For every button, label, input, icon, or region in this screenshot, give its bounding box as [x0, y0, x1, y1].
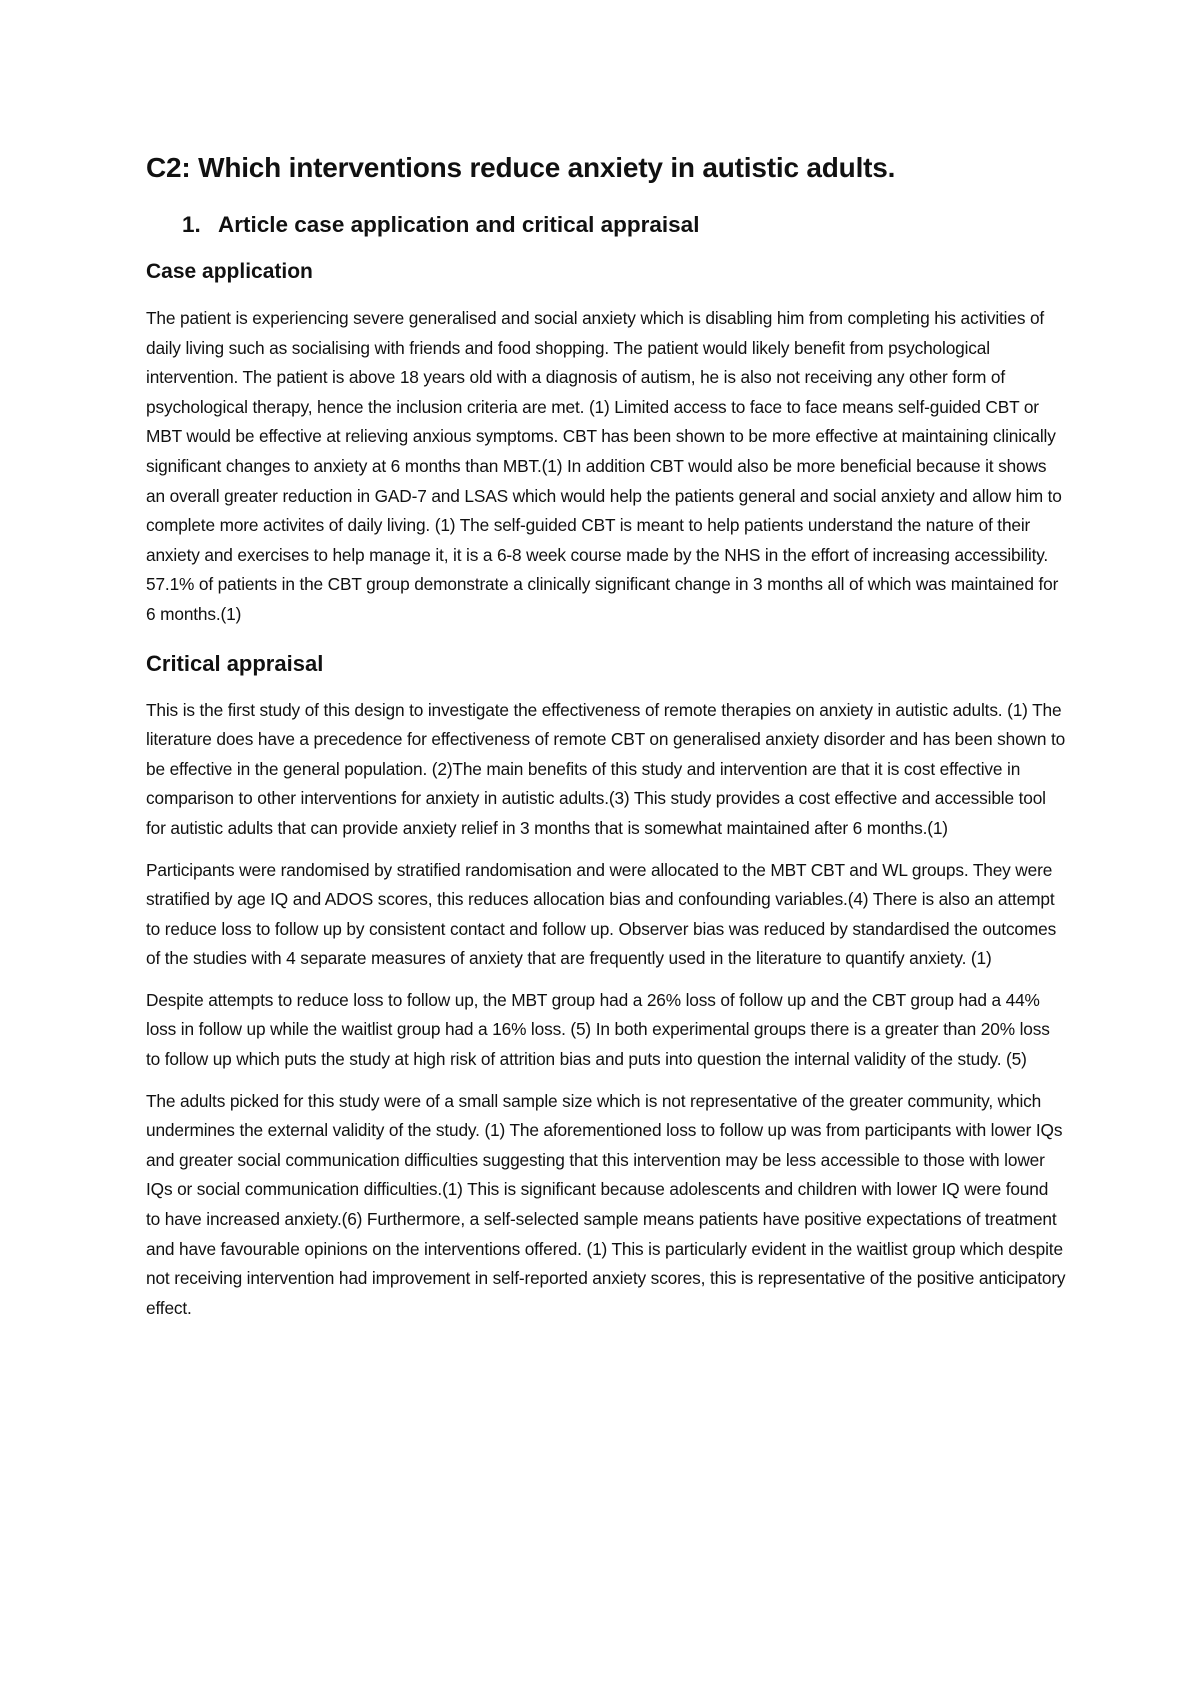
- critical-appraisal-paragraph-2: Participants were randomised by stratified randomisation and were allocated to the MBT CBT and WL groups. They were stratified by age IQ and ADOS scores, this reduces allocation bias and confounding variables.(4) There is also an attempt to reduce loss to follow up by consistent contact and follow up. Observer bias was reduced by standardised the outcomes of the studies with 4 separate measures of anxiety that are frequently used in the literature to quantify anxiety. (1): [146, 859, 1057, 969]
- critical-appraisal-paragraph-1: This is the first study of this design to investigate the effectiveness of remote therapies on anxiety in autistic adults. (1) The literature does have a precedence for effectiveness of remote CBT on generalised anxiety disorder and has been shown to be effective in the general population. (2)The main benefits of this study and intervention are that it is cost effective in comparison to other interventions for anxiety in autistic adults.(3) This study provides a cost effective and accessible tool for autistic adults that can provide anxiety relief in 3 months that is somewhat maintained after 6 months.(1): [146, 699, 1066, 838]
- case-application-heading: Case application: [146, 260, 313, 283]
- section-title: Article case application and critical appraisal: [218, 212, 700, 237]
- case-application-paragraph: The patient is experiencing severe generalised and social anxiety which is disabling him from completing his activities of daily living such as socialising with friends and food shopping. The patient would likely benefit from psychological intervention. The patient is above 18 years old with a diagnosis of autism, he is also not receiving any other form of psychological therapy, hence the inclusion criteria are met. (1) Limited access to face to face means self-guided CBT or MBT would be effective at relieving anxious symptoms. CBT has been shown to be more effective at maintaining clinically significant changes to anxiety at 6 months than MBT.(1) In addition CBT would also be more beneficial because it shows an overall greater reduction in GAD-7 and LSAS which would help the patients general and social anxiety and allow him to complete more activites of daily living. (1) The self-guided CBT is meant to help patients understand the nature of their anxiety and exercises to help manage it, it is a 6-8 week course made by the NHS in the effort of increasing accessibility. 57.1% of patients in the CBT group demonstrate a clinically significant change in 3 months all of which was maintained for 6 months.(1): [146, 308, 1062, 624]
- document-page: [146, 150, 1066, 1335]
- critical-appraisal-heading: Critical appraisal: [146, 650, 324, 676]
- section-heading: [146, 210, 1066, 240]
- section-number: 1.: [182, 212, 201, 237]
- critical-appraisal-paragraph-3: Despite attempts to reduce loss to follow up, the MBT group had a 26% loss of follow up and the CBT group had a 44% loss in follow up while the waitlist group had a 16% loss. (5) In both experimental groups there is a greater than 20% loss to follow up which puts the study at high risk of attrition bias and puts into question the internal validity of the study. (5): [146, 989, 1050, 1070]
- critical-appraisal-paragraph-4: The adults picked for this study were of a small sample size which is not representative of the greater community, which undermines the external validity of the study. (1) The aforementioned loss to follow up was from participants with lower IQs and greater social communication difficulties suggesting that this intervention may be less accessible to those with lower IQs or social communication difficulties.(1) This is significant because adolescents and children with lower IQ were found to have increased anxiety.(6) Furthermore, a self-selected sample means patients have positive expectations of treatment and have favourable opinions on the interventions offered. (1) This is particularly evident in the waitlist group which despite not receiving intervention had improvement in self-reported anxiety scores, this is representative of the positive anticipatory effect.: [146, 1090, 1066, 1318]
- document-title: C2: Which interventions reduce anxiety in autistic adults.: [146, 152, 896, 183]
